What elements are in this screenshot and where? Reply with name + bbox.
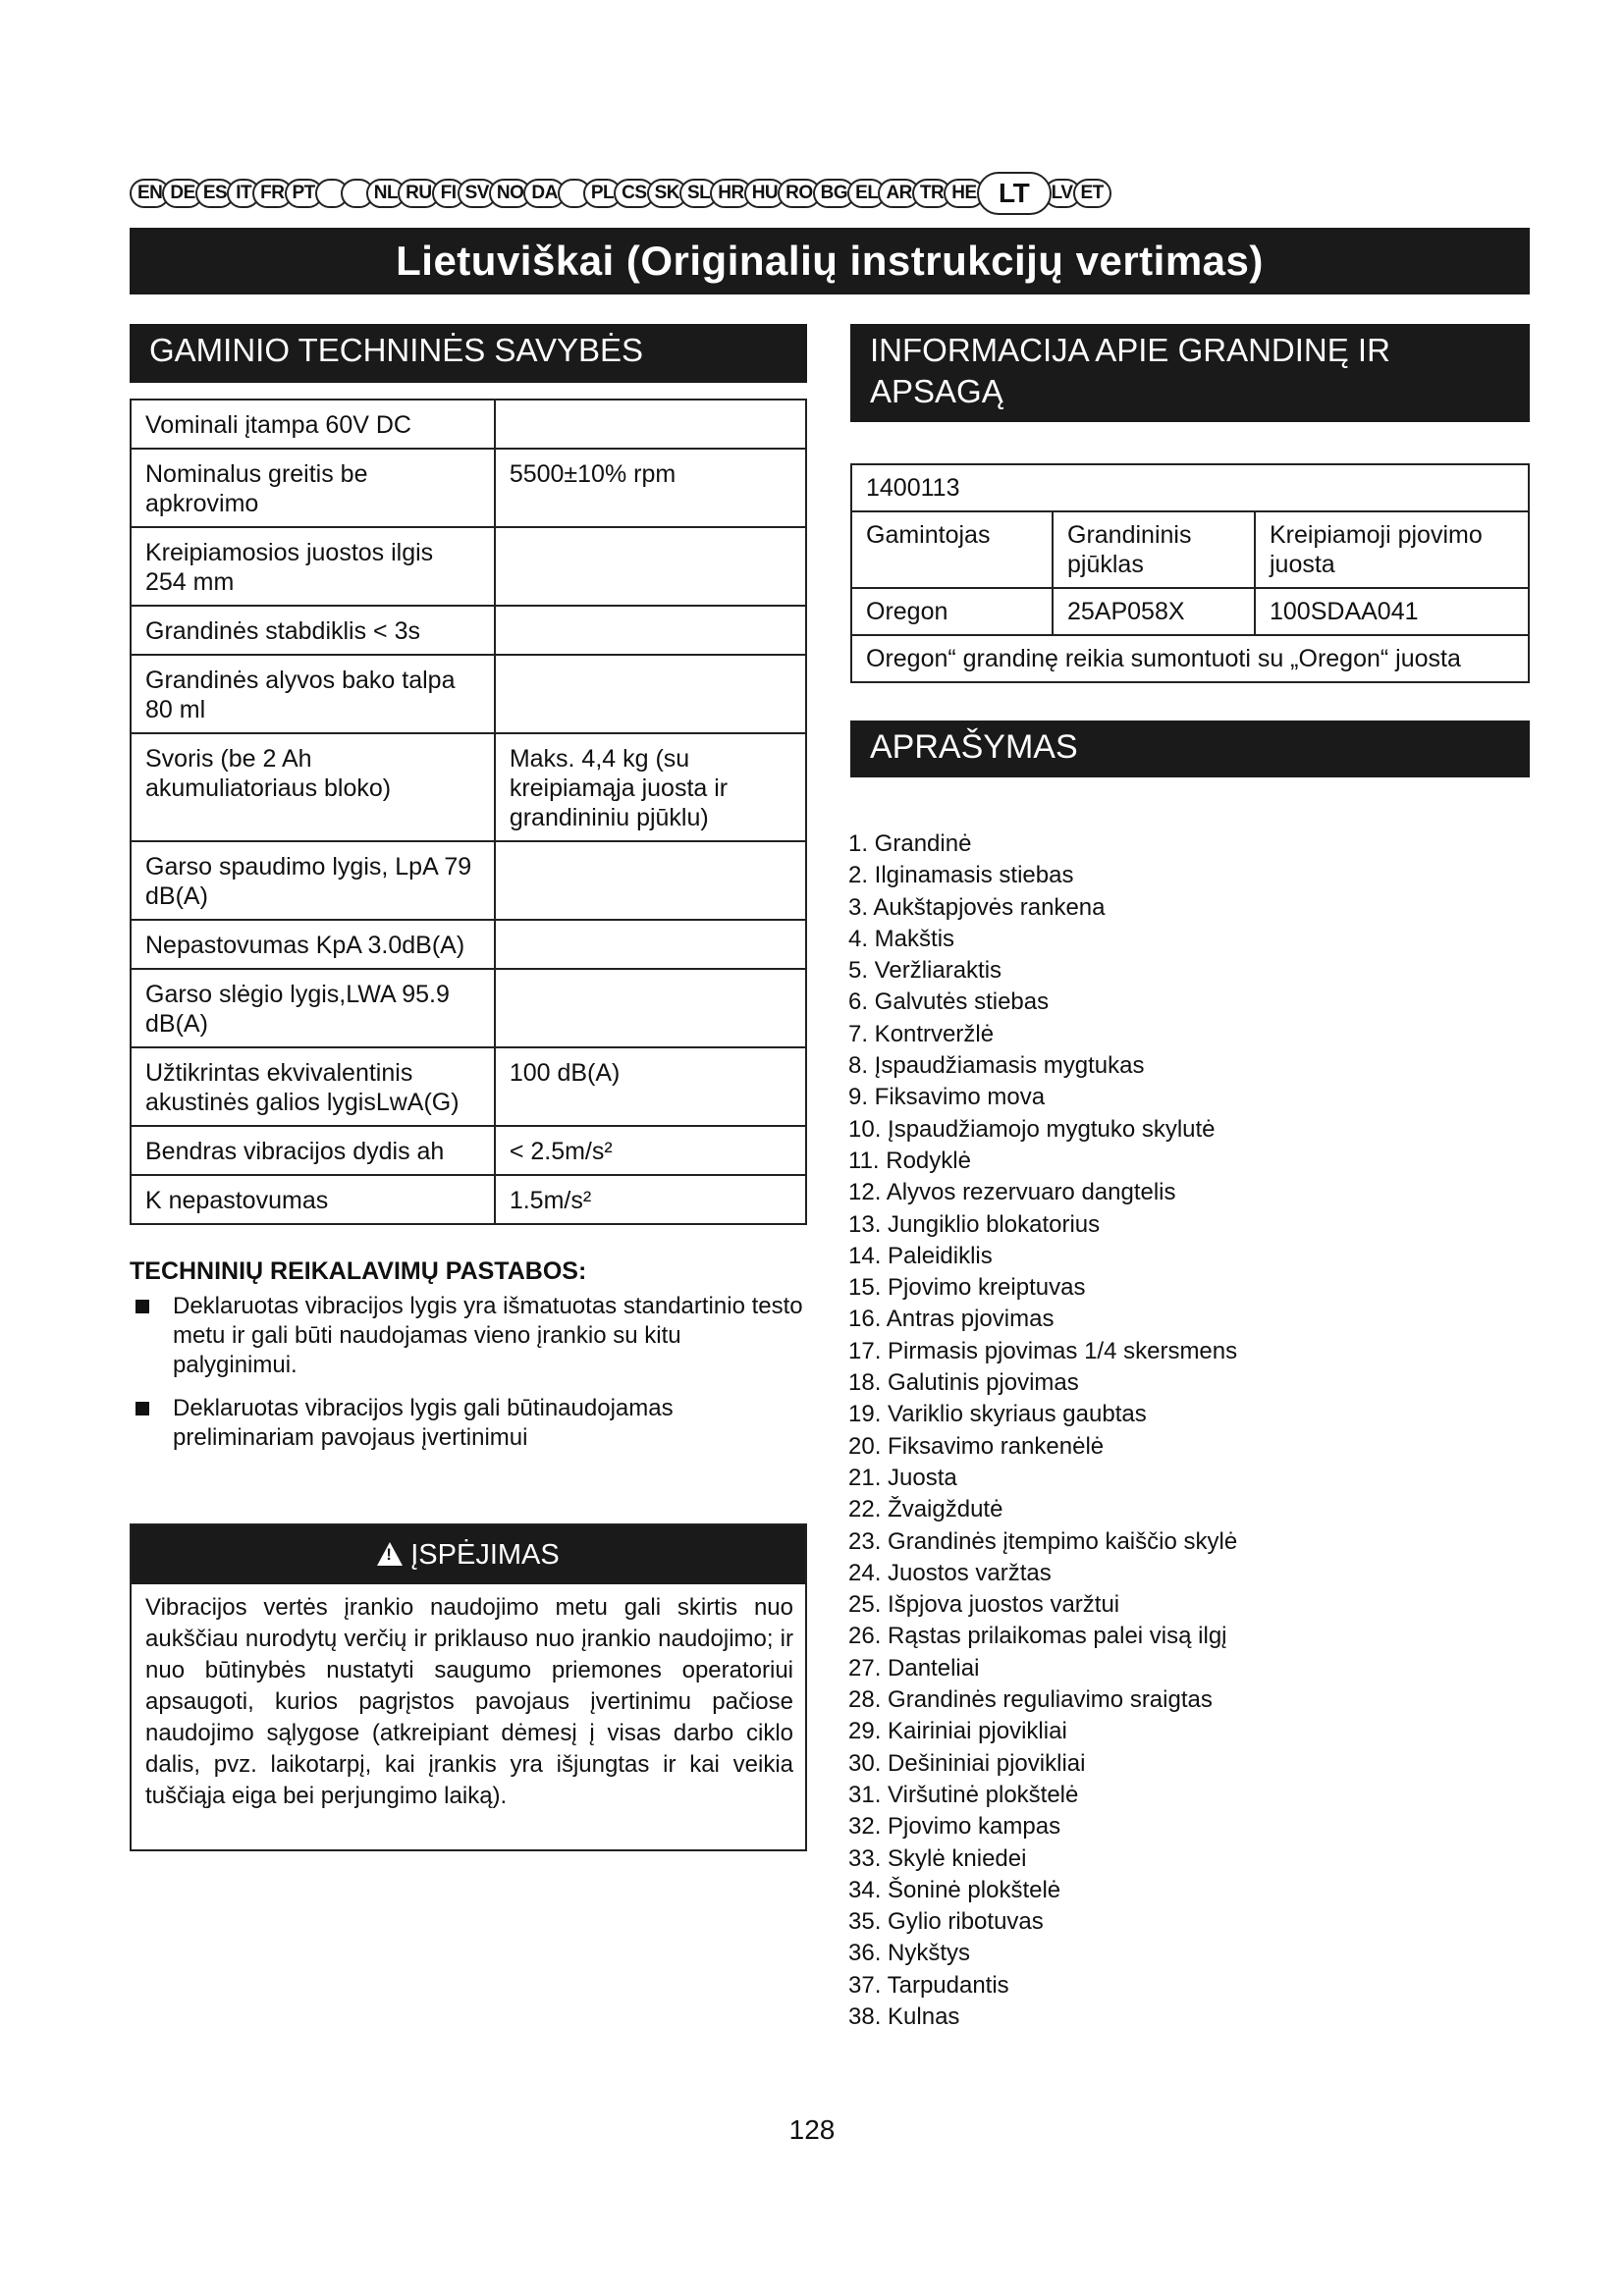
column-header: Grandininis pjūklas [1053, 511, 1255, 588]
list-item: 37. Tarpudantis [848, 1971, 1009, 1999]
table-row [131, 655, 806, 733]
language-tabs [130, 171, 1111, 216]
list-item: 21. Juosta [848, 1464, 957, 1491]
list-item: 15. Pjovimo kreiptuvas [848, 1274, 1086, 1302]
list-item: 26. Rąstas prilaikomas palei visą ilgį [848, 1623, 1227, 1650]
list-item: 9. Fiksavimo mova [848, 1084, 1046, 1111]
language-tab-sv: SV [458, 179, 497, 208]
list-item: 8. Įspaudžiamasis mygtukas [848, 1052, 1145, 1080]
list-item: 18. Galutinis pjovimas [848, 1369, 1079, 1397]
table-row [131, 920, 806, 969]
specs-table [130, 399, 807, 1225]
list-item: 4. Makštis [848, 925, 955, 952]
specs-header: GAMINIO TECHNINĖS SAVYBĖS [130, 324, 807, 383]
list-item: 34. Šoninė plokštelė [848, 1876, 1061, 1903]
spec-label: Grandinės stabdiklis < 3s [131, 606, 495, 655]
spec-value: < 2.5m/s² [495, 1126, 806, 1175]
spec-value [495, 527, 806, 606]
bullet-icon [135, 1300, 149, 1313]
table-row [131, 1047, 806, 1126]
spec-label: Kreipiamosios juostos ilgis 254 mm [131, 527, 495, 606]
language-tab-lt: LT [977, 172, 1052, 215]
list-item: 7. Kontrveržlė [848, 1020, 995, 1047]
warning-text: Vibracijos vertės įrankio naudojimo metu gali skirtis nuo aukščiau nurodytų verčių ir priklauso nuo įrankio naudojimo; ir nuo būtinybės nustatyti saugumo priemones operatoriui apsaugoti, kurios pagrįstos pavojaus įvertinimu pačiose naudojimo sąlygose (atkreipiant dėmesį į visas darbo ciklo dalis, pvz. laikotarpį, kai įrankis yra išjungtas ir kai veikia tuščiąja eiga bei perjungimo laiką). [145, 1594, 793, 1809]
spec-value: 100 dB(A) [495, 1047, 806, 1126]
table-row [131, 527, 806, 606]
list-item: 27. Danteliai [848, 1654, 980, 1682]
list-item: 11. Rodyklė [848, 1147, 971, 1174]
spec-value [495, 655, 806, 733]
description-header: APRAŠYMAS [850, 721, 1530, 777]
list-item: 19. Variklio skyriaus gaubtas [848, 1401, 1147, 1428]
list-item: 38. Kulnas [848, 2002, 960, 2030]
language-tab-tr: TR [912, 179, 951, 208]
language-tab-he: HE [944, 179, 984, 208]
note-text: Deklaruotas vibracijos lygis gali būtinaudojamas preliminariam pavojaus įvertinimui [173, 1395, 674, 1451]
column-header: Kreipiamoji pjovimo juosta [1255, 511, 1529, 588]
language-tab-fr: FR [252, 179, 292, 208]
spec-value [495, 400, 806, 449]
spec-value [495, 969, 806, 1047]
language-tab-sl: SL [679, 179, 718, 208]
chain-info-header: INFORMACIJA APIE GRANDINĘ IR APSAGĄ [850, 324, 1530, 422]
list-item: 12. Alyvos rezervuaro dangtelis [848, 1179, 1176, 1206]
chain-footer-note: Oregon“ grandinę reikia sumontuoti su „Oregon“ juosta [851, 635, 1529, 682]
list-item: 5. Veržliaraktis [848, 957, 1002, 985]
table-cell: 25AP058X [1053, 588, 1255, 635]
list-item: 6. Galvutės stiebas [848, 988, 1050, 1016]
language-tab-pl: PL [583, 179, 622, 208]
language-tab-hr: HR [710, 179, 751, 208]
spec-label: Užtikrintas ekvivalentinis akustinės galios lygisLwA(G) [131, 1047, 495, 1126]
table-row [131, 400, 806, 449]
spec-label: Bendras vibracijos dydis ah [131, 1126, 495, 1175]
spec-label: K nepastovumas [131, 1175, 495, 1224]
technical-notes [130, 1256, 807, 1467]
spec-label: Vominali įtampa 60V DC [131, 400, 495, 449]
language-tab-hu: HU [744, 179, 785, 208]
list-item: 1. Grandinė [848, 830, 972, 857]
spec-label: Garso spaudimo lygis, LpA 79 dB(A) [131, 841, 495, 920]
list-item: 36. Nykštys [848, 1940, 971, 1967]
list-item: 22. Žvaigždutė [848, 1496, 1003, 1523]
note-text: Deklaruotas vibracijos lygis yra išmatuotas standartinio testo metu ir gali būti naudojamas vieno įrankio su kitu palyginimui. [173, 1293, 803, 1378]
language-tab-cs: CS [614, 179, 654, 208]
language-tab-et: ET [1073, 179, 1111, 208]
chain-model-number: 1400113 [851, 464, 1529, 511]
spec-value [495, 606, 806, 655]
language-tab-fi: FI [432, 179, 465, 208]
list-item: 3. Aukštapjovės rankena [848, 893, 1106, 921]
language-tab-da: DA [523, 179, 565, 208]
column-header: Gamintojas [851, 511, 1053, 588]
list-item: 20. Fiksavimo rankenėlė [848, 1432, 1105, 1460]
language-tab-pt: PT [285, 179, 323, 208]
list-item: 2. Ilginamasis stiebas [848, 862, 1074, 889]
table-cell: 100SDAA041 [1255, 588, 1529, 635]
page-title: Lietuviškai (Originalių instrukcijų vertimas) [130, 228, 1530, 294]
spec-value: 5500±10% rpm [495, 449, 806, 527]
table-row [131, 841, 806, 920]
table-row [131, 606, 806, 655]
spec-label: Nepastovumas KpA 3.0dB(A) [131, 920, 495, 969]
table-row [131, 1175, 806, 1224]
notes-title: TECHNINIŲ REIKALAVIMŲ PASTABOS: [130, 1257, 587, 1285]
language-tab-ro: RO [778, 179, 821, 208]
list-item: 16. Antras pjovimas [848, 1306, 1055, 1333]
spec-value: 1.5m/s² [495, 1175, 806, 1224]
spec-label: Grandinės alyvos bako talpa 80 ml [131, 655, 495, 733]
page-number: 128 [788, 2114, 836, 2145]
language-tab-es: ES [195, 179, 235, 208]
language-tab-it: IT [227, 179, 260, 208]
warning-box [130, 1523, 807, 1851]
warning-title: ĮSPĖJIMAS [410, 1539, 560, 1571]
list-item: 32. Pjovimo kampas [848, 1813, 1061, 1841]
list-item: 10. Įspaudžiamojo mygtuko skylutė [848, 1115, 1216, 1143]
list-item: 30. Dešininiai pjovikliai [848, 1749, 1086, 1777]
spec-label: Svoris (be 2 Ah akumuliatoriaus bloko) [131, 733, 495, 841]
list-item: 13. Jungiklio blokatorius [848, 1210, 1101, 1238]
language-tab-lv: LV [1044, 179, 1081, 208]
list-item: 28. Grandinės reguliavimo sraigtas [848, 1686, 1213, 1714]
table-row [131, 449, 806, 527]
table-cell: Oregon [851, 588, 1053, 635]
table-row [131, 733, 806, 841]
language-tab-de: DE [162, 179, 202, 208]
spec-value: Maks. 4,4 kg (su kreipiamąja juosta ir grandininiu pjūklu) [495, 733, 806, 841]
language-tab-no: NO [489, 179, 532, 208]
bullet-icon [135, 1402, 149, 1415]
list-item: 25. Išpjova juostos varžtui [848, 1591, 1120, 1619]
spec-label: Nominalus greitis be apkrovimo [131, 449, 495, 527]
note-item [130, 1394, 807, 1453]
list-item: 24. Juostos varžtas [848, 1559, 1052, 1586]
list-item: 33. Skylė kniedei [848, 1844, 1027, 1872]
warning-header [132, 1525, 805, 1584]
list-item: 35. Gylio ribotuvas [848, 1908, 1044, 1936]
chain-info-table [850, 463, 1530, 683]
language-tab-nl: NL [366, 179, 406, 208]
list-item: 17. Pirmasis pjovimas 1/4 skersmens [848, 1337, 1238, 1364]
spec-value [495, 920, 806, 969]
list-item: 14. Paleidiklis [848, 1242, 993, 1269]
spec-label: Garso slėgio lygis,LWA 95.9 dB(A) [131, 969, 495, 1047]
language-tab-sk: SK [647, 179, 687, 208]
language-tab-ar: AR [878, 179, 919, 208]
note-item [130, 1292, 807, 1380]
language-tab-en: EN [130, 179, 170, 208]
language-tab-bg: BG [813, 179, 856, 208]
spec-value [495, 841, 806, 920]
language-tab-el: EL [847, 179, 886, 208]
warning-triangle-icon [377, 1542, 403, 1566]
table-row [131, 1126, 806, 1175]
parts-list [848, 828, 1526, 2033]
list-item: 29. Kairiniai pjovikliai [848, 1718, 1067, 1745]
language-tab-ru: RU [398, 179, 439, 208]
list-item: 31. Viršutinė plokštelė [848, 1781, 1079, 1808]
list-item: 23. Grandinės įtempimo kaiščio skylė [848, 1527, 1238, 1555]
table-row [131, 969, 806, 1047]
